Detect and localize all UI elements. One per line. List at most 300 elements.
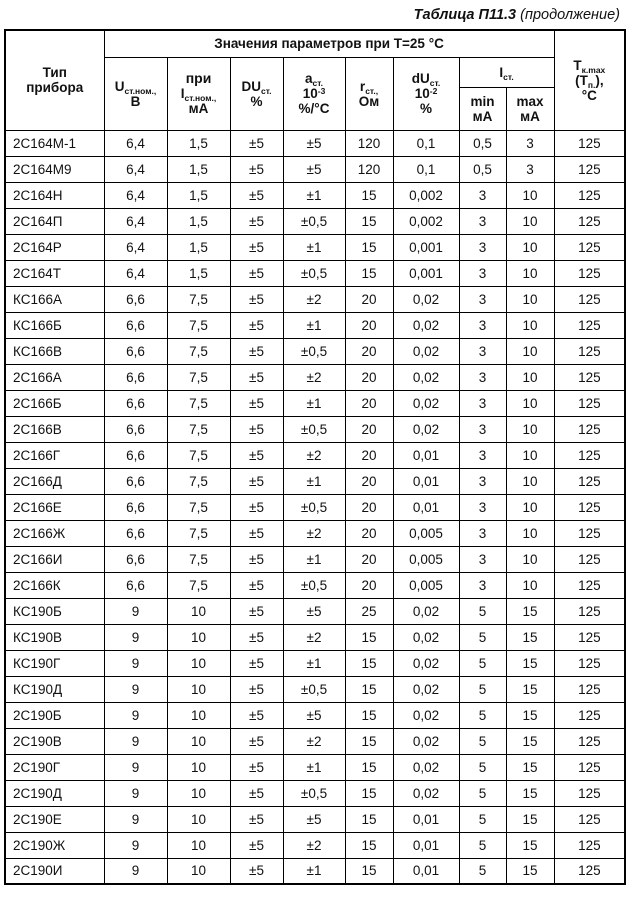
table-row (5, 208, 625, 234)
cell-value: ±5 (230, 806, 283, 832)
cell-value: 0,01 (393, 806, 459, 832)
cell-value: 6,4 (104, 234, 167, 260)
cell-value: 10 (167, 676, 230, 702)
cell-value: 0,01 (393, 468, 459, 494)
table-row (5, 442, 625, 468)
cell-value: 10 (167, 780, 230, 806)
table-row (5, 598, 625, 624)
cell-value: 20 (345, 312, 393, 338)
cell-value: ±0,5 (283, 676, 345, 702)
cell-value: 15 (345, 182, 393, 208)
cell-value: 15 (506, 858, 554, 884)
cell-value: 6,4 (104, 130, 167, 156)
cell-value: 15 (506, 650, 554, 676)
cell-value: 125 (554, 728, 625, 754)
cell-device-type: 2С164Н (5, 182, 104, 208)
cell-value: ±5 (230, 676, 283, 702)
cell-value: 10 (167, 832, 230, 858)
cell-value: 125 (554, 182, 625, 208)
cell-value: 125 (554, 858, 625, 884)
col-header-i-st-nom (167, 57, 230, 130)
cell-value: 10 (506, 520, 554, 546)
cell-value: 0,001 (393, 260, 459, 286)
cell-value: ±2 (283, 728, 345, 754)
dust-symbol: dU (411, 71, 430, 86)
cell-value: 0,5 (459, 130, 506, 156)
a-pow-exp: -3 (317, 86, 326, 96)
cell-value: 0,02 (393, 390, 459, 416)
cell-value: 10 (167, 650, 230, 676)
cell-device-type: 2С190В (5, 728, 104, 754)
cell-value: 20 (345, 572, 393, 598)
dust-pow-exp: -2 (429, 86, 438, 96)
cell-value: 9 (104, 650, 167, 676)
cell-value: 20 (345, 494, 393, 520)
table-row (5, 416, 625, 442)
cell-value: 6,6 (104, 442, 167, 468)
cell-value: 15 (506, 702, 554, 728)
cell-value: 0,001 (393, 234, 459, 260)
i-max-unit: мА (520, 108, 540, 124)
cell-value: 3 (506, 130, 554, 156)
cell-value: ±5 (230, 182, 283, 208)
cell-value: 125 (554, 780, 625, 806)
cell-value: 3 (459, 468, 506, 494)
cell-value: 125 (554, 494, 625, 520)
cell-value: 6,6 (104, 312, 167, 338)
cell-device-type: 2С166В (5, 416, 104, 442)
col-header-r-st (345, 57, 393, 130)
table-caption (0, 0, 628, 29)
cell-value: 3 (459, 364, 506, 390)
table-caption-number: Таблица П11.3 (413, 7, 517, 23)
cell-value: 15 (506, 780, 554, 806)
cell-value: 125 (554, 286, 625, 312)
cell-device-type: 2С190Е (5, 806, 104, 832)
cell-value: 5 (459, 728, 506, 754)
cell-value: 3 (459, 182, 506, 208)
cell-value: ±5 (230, 520, 283, 546)
cell-value: 6,6 (104, 468, 167, 494)
cell-value: 15 (345, 260, 393, 286)
cell-value: 9 (104, 858, 167, 884)
cell-value: ±1 (283, 546, 345, 572)
cell-value: ±5 (230, 598, 283, 624)
cell-value: 6,4 (104, 260, 167, 286)
cell-value: ±2 (283, 286, 345, 312)
cell-value: 10 (506, 182, 554, 208)
cell-value: 0,02 (393, 728, 459, 754)
cell-value: 1,5 (167, 156, 230, 182)
cell-device-type: 2С166Г (5, 442, 104, 468)
cell-device-type: КС190В (5, 624, 104, 650)
cell-value: ±5 (230, 754, 283, 780)
cell-device-type: 2С164М-1 (5, 130, 104, 156)
cell-value: 0,02 (393, 624, 459, 650)
cell-device-type: 2С190И (5, 858, 104, 884)
cell-value: ±0,5 (283, 260, 345, 286)
cell-value: 6,6 (104, 494, 167, 520)
col-header-i-st-group (459, 57, 554, 87)
cell-value: ±5 (230, 702, 283, 728)
cell-value: 3 (459, 208, 506, 234)
cell-value: 3 (459, 390, 506, 416)
table-row (5, 780, 625, 806)
header-row-group (5, 30, 625, 57)
cell-value: 1,5 (167, 130, 230, 156)
cell-value: 7,5 (167, 338, 230, 364)
cell-value: 1,5 (167, 260, 230, 286)
cell-value: 125 (554, 416, 625, 442)
cell-value: 20 (345, 338, 393, 364)
cell-device-type: 2С164П (5, 208, 104, 234)
cell-value: 7,5 (167, 520, 230, 546)
cell-value: 6,4 (104, 208, 167, 234)
cell-value: 9 (104, 728, 167, 754)
cell-value: 125 (554, 260, 625, 286)
cell-value: 0,02 (393, 780, 459, 806)
cell-device-type: КС166В (5, 338, 104, 364)
table-row (5, 572, 625, 598)
cell-value: ±5 (283, 598, 345, 624)
cell-value: 15 (345, 650, 393, 676)
i-prefix: при (185, 70, 212, 86)
ist-subscript: ст. (503, 71, 514, 82)
cell-value: 20 (345, 546, 393, 572)
cell-value: 9 (104, 754, 167, 780)
cell-value: 6,4 (104, 156, 167, 182)
cell-value: ±5 (230, 234, 283, 260)
ist-symbol: I (499, 64, 504, 80)
cell-value: 3 (459, 234, 506, 260)
cell-value: 0,002 (393, 182, 459, 208)
cell-value: 5 (459, 754, 506, 780)
cell-value: 15 (506, 624, 554, 650)
table-row (5, 546, 625, 572)
cell-value: 3 (506, 156, 554, 182)
cell-value: 7,5 (167, 494, 230, 520)
i-subscript: ст.ном., (184, 93, 217, 103)
cell-value: 3 (459, 416, 506, 442)
table-row (5, 364, 625, 390)
cell-value: ±0,5 (283, 208, 345, 234)
cell-value: 15 (345, 858, 393, 884)
cell-value: 20 (345, 520, 393, 546)
cell-value: 15 (345, 832, 393, 858)
cell-value: ±1 (283, 234, 345, 260)
cell-value: 10 (167, 702, 230, 728)
cell-value: ±0,5 (283, 494, 345, 520)
table-row (5, 520, 625, 546)
cell-value: ±5 (230, 260, 283, 286)
cell-value: 0,02 (393, 598, 459, 624)
i-min-unit: мА (472, 108, 493, 124)
cell-value: 10 (167, 754, 230, 780)
cell-value: 5 (459, 624, 506, 650)
cell-value: 10 (506, 312, 554, 338)
cell-value: 0,02 (393, 364, 459, 390)
cell-value: 15 (506, 832, 554, 858)
table-row (5, 312, 625, 338)
cell-value: ±5 (230, 858, 283, 884)
cell-value: 125 (554, 754, 625, 780)
table-row (5, 754, 625, 780)
cell-value: 10 (506, 338, 554, 364)
cell-value: ±1 (283, 468, 345, 494)
cell-value: 15 (506, 806, 554, 832)
cell-value: ±5 (230, 390, 283, 416)
cell-value: 6,6 (104, 520, 167, 546)
a-symbol: a (304, 71, 313, 86)
t-max-subscript: к.max (581, 64, 606, 75)
cell-value: 6,6 (104, 546, 167, 572)
cell-value: 9 (104, 624, 167, 650)
cell-value: 3 (459, 442, 506, 468)
cell-value: 10 (506, 494, 554, 520)
cell-value: 25 (345, 598, 393, 624)
cell-value: 0,1 (393, 156, 459, 182)
cell-device-type: КС166Б (5, 312, 104, 338)
col-header-params-group: Значения параметров при Т=25 °С (104, 30, 554, 57)
cell-value: 0,02 (393, 338, 459, 364)
cell-value: 3 (459, 286, 506, 312)
r-symbol: r (359, 78, 366, 94)
cell-value: 125 (554, 364, 625, 390)
cell-value: 0,02 (393, 676, 459, 702)
table-row (5, 286, 625, 312)
table-row (5, 494, 625, 520)
col-header-i-max (506, 87, 554, 130)
cell-value: ±2 (283, 624, 345, 650)
cell-value: 0,005 (393, 572, 459, 598)
cell-value: ±1 (283, 858, 345, 884)
cell-value: 15 (506, 728, 554, 754)
col-header-dust (393, 57, 459, 130)
table-row (5, 702, 625, 728)
cell-value: 7,5 (167, 416, 230, 442)
table-row (5, 728, 625, 754)
cell-value: ±5 (283, 702, 345, 728)
cell-value: 10 (506, 572, 554, 598)
cell-device-type: 2С190Ж (5, 832, 104, 858)
table-row (5, 390, 625, 416)
t-max-symbol: T (573, 57, 582, 73)
cell-value: 5 (459, 858, 506, 884)
cell-value: 3 (459, 260, 506, 286)
cell-value: 3 (459, 312, 506, 338)
cell-value: 5 (459, 806, 506, 832)
cell-value: 0,002 (393, 208, 459, 234)
u-symbol: U (114, 78, 125, 94)
cell-value: 0,1 (393, 130, 459, 156)
cell-value: ±5 (230, 208, 283, 234)
cell-value: 125 (554, 676, 625, 702)
cell-value: 0,01 (393, 494, 459, 520)
cell-value: 10 (167, 598, 230, 624)
table-row (5, 806, 625, 832)
cell-value: 0,02 (393, 650, 459, 676)
cell-value: ±5 (230, 546, 283, 572)
table-row (5, 156, 625, 182)
table-row (5, 650, 625, 676)
cell-value: 15 (345, 676, 393, 702)
cell-value: 1,5 (167, 182, 230, 208)
cell-value: 9 (104, 598, 167, 624)
cell-value: ±5 (230, 156, 283, 182)
cell-value: 125 (554, 468, 625, 494)
device-type-line2: прибора (26, 80, 84, 96)
cell-value: 1,5 (167, 208, 230, 234)
cell-value: 15 (506, 676, 554, 702)
cell-value: 10 (167, 806, 230, 832)
cell-value: 10 (506, 208, 554, 234)
r-subscript: ст., (365, 85, 379, 96)
cell-device-type: КС166А (5, 286, 104, 312)
cell-value: ±5 (230, 650, 283, 676)
cell-value: ±1 (283, 312, 345, 338)
cell-value: 10 (167, 728, 230, 754)
cell-value: ±2 (283, 442, 345, 468)
du-unit: % (250, 93, 263, 109)
u-unit: В (130, 93, 141, 109)
cell-value: 10 (167, 624, 230, 650)
cell-value: 10 (167, 858, 230, 884)
cell-value: 6,6 (104, 286, 167, 312)
cell-value: 6,6 (104, 416, 167, 442)
cell-value: ±5 (230, 364, 283, 390)
cell-value: 15 (345, 806, 393, 832)
cell-value: 3 (459, 338, 506, 364)
cell-value: 125 (554, 650, 625, 676)
col-header-a-st (283, 57, 345, 130)
cell-value: ±5 (230, 624, 283, 650)
cell-value: 15 (345, 208, 393, 234)
cell-value: 0,02 (393, 754, 459, 780)
cell-device-type: 2С166Е (5, 494, 104, 520)
cell-value: 7,5 (167, 364, 230, 390)
cell-value: 6,6 (104, 338, 167, 364)
cell-device-type: КС190Г (5, 650, 104, 676)
cell-value: 7,5 (167, 572, 230, 598)
cell-value: ±5 (283, 806, 345, 832)
cell-value: 6,6 (104, 572, 167, 598)
cell-device-type: 2С166Б (5, 390, 104, 416)
cell-value: 125 (554, 702, 625, 728)
table-row (5, 338, 625, 364)
cell-value: 0,02 (393, 416, 459, 442)
cell-device-type: 2С164Т (5, 260, 104, 286)
cell-value: 20 (345, 286, 393, 312)
a-unit: %/°С (298, 101, 330, 116)
cell-value: 5 (459, 650, 506, 676)
cell-value: 125 (554, 130, 625, 156)
cell-device-type: 2С166И (5, 546, 104, 572)
cell-value: 10 (506, 468, 554, 494)
cell-value: 20 (345, 364, 393, 390)
cell-value: 10 (506, 364, 554, 390)
cell-value: 10 (506, 390, 554, 416)
table-caption-suffix-text: (продолжение) (520, 7, 620, 23)
cell-value: 15 (345, 728, 393, 754)
cell-value: 120 (345, 156, 393, 182)
cell-value: 7,5 (167, 468, 230, 494)
cell-value: ±5 (230, 130, 283, 156)
cell-value: 15 (345, 754, 393, 780)
table-row (5, 858, 625, 884)
cell-value: ±5 (230, 572, 283, 598)
cell-value: 125 (554, 312, 625, 338)
table-caption-suffix (520, 7, 620, 23)
cell-value: ±5 (230, 832, 283, 858)
cell-value: 15 (506, 598, 554, 624)
cell-value: 125 (554, 624, 625, 650)
cell-value: 0,005 (393, 546, 459, 572)
cell-value: 125 (554, 208, 625, 234)
col-header-device-type (5, 30, 104, 130)
cell-value: ±1 (283, 182, 345, 208)
table-header (5, 30, 625, 130)
cell-value: 3 (459, 572, 506, 598)
cell-value: ±5 (230, 338, 283, 364)
cell-value: 120 (345, 130, 393, 156)
i-min-label: min (470, 93, 495, 109)
cell-device-type: 2С190Г (5, 754, 104, 780)
cell-value: 7,5 (167, 546, 230, 572)
cell-value: 125 (554, 572, 625, 598)
cell-value: 10 (506, 416, 554, 442)
dust-pow-base: 10 (414, 86, 430, 101)
cell-device-type: КС190Б (5, 598, 104, 624)
cell-value: ±5 (230, 468, 283, 494)
cell-value: ±2 (283, 520, 345, 546)
cell-value: 0,02 (393, 702, 459, 728)
cell-value: 125 (554, 390, 625, 416)
cell-value: ±1 (283, 754, 345, 780)
cell-value: 5 (459, 598, 506, 624)
cell-value: 10 (506, 260, 554, 286)
cell-value: 9 (104, 832, 167, 858)
cell-value: 15 (345, 624, 393, 650)
table-row (5, 832, 625, 858)
cell-value: 0,02 (393, 312, 459, 338)
cell-device-type: 2С166Д (5, 468, 104, 494)
i-unit: мА (188, 101, 209, 116)
cell-value: 0,005 (393, 520, 459, 546)
cell-value: 20 (345, 442, 393, 468)
parameters-table (4, 29, 626, 885)
cell-value: 7,5 (167, 286, 230, 312)
cell-value: ±5 (230, 494, 283, 520)
cell-value: ±0,5 (283, 572, 345, 598)
cell-value: 125 (554, 234, 625, 260)
cell-value: ±5 (230, 312, 283, 338)
cell-value: ±0,5 (283, 780, 345, 806)
cell-value: ±0,5 (283, 338, 345, 364)
cell-value: 9 (104, 676, 167, 702)
cell-value: 0,01 (393, 858, 459, 884)
cell-value: 125 (554, 520, 625, 546)
r-unit: Ом (358, 93, 380, 109)
cell-value: ±5 (230, 286, 283, 312)
table-body (5, 130, 625, 884)
cell-value: 125 (554, 442, 625, 468)
cell-value: 5 (459, 780, 506, 806)
cell-value: 10 (506, 546, 554, 572)
cell-value: 15 (506, 754, 554, 780)
cell-value: ±5 (230, 442, 283, 468)
i-max-label: max (516, 93, 544, 109)
cell-value: 15 (345, 780, 393, 806)
